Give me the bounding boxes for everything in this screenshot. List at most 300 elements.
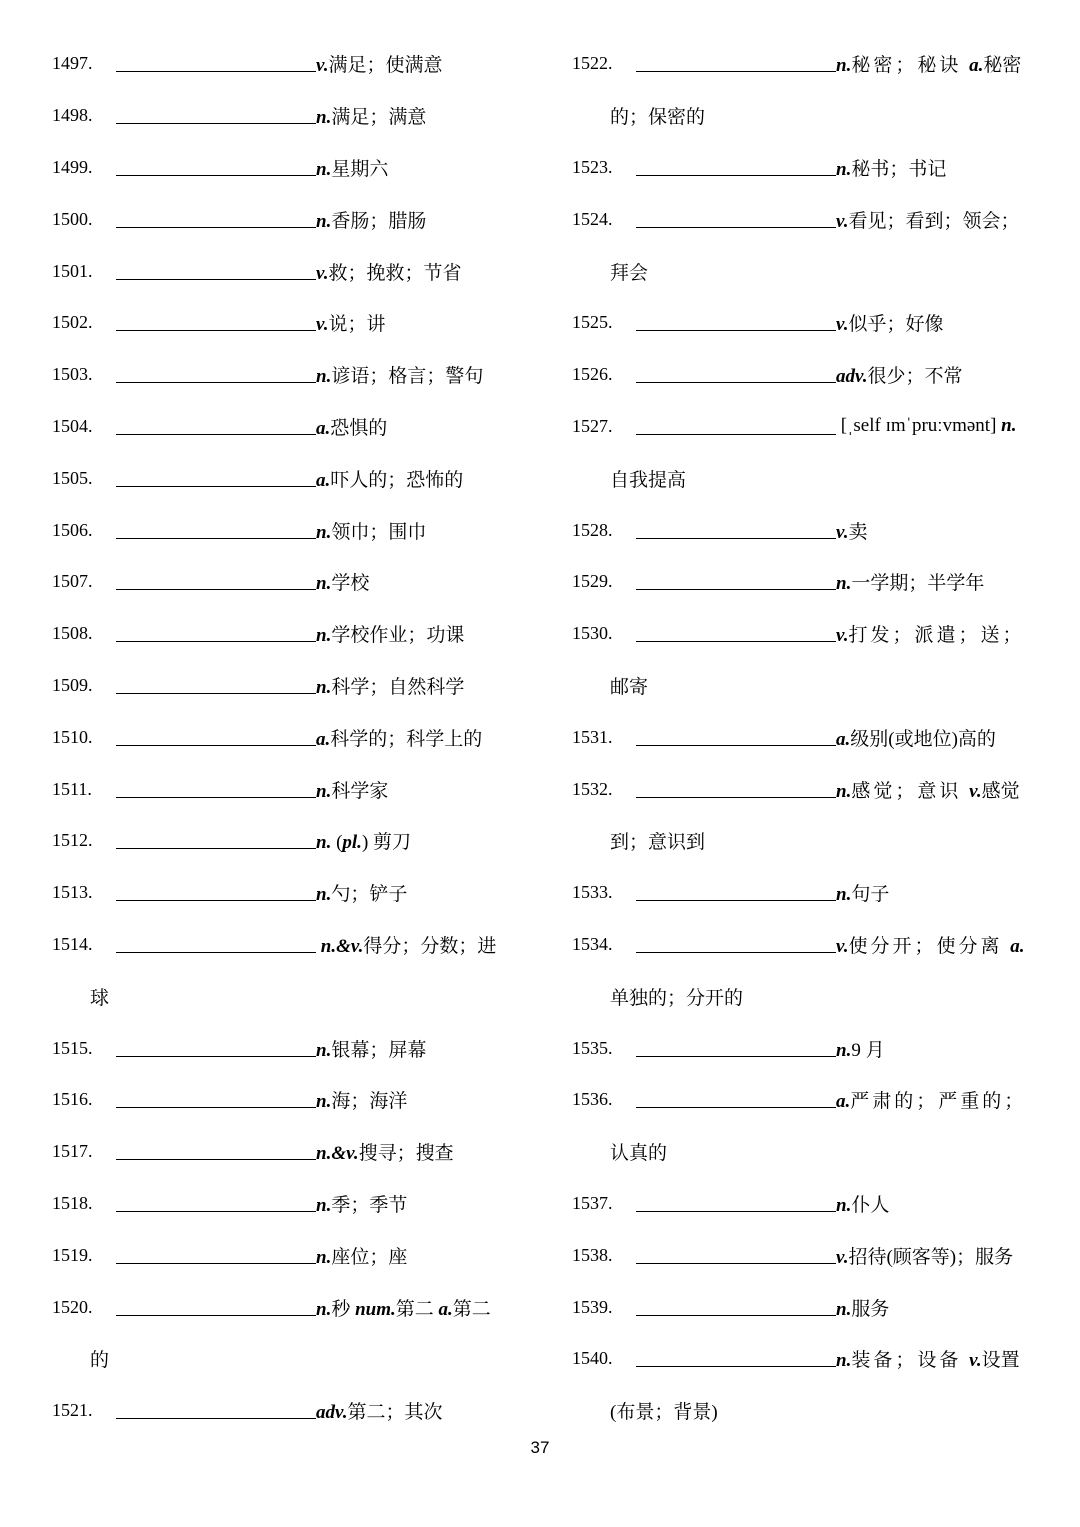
vocab-entry bbox=[52, 556, 532, 608]
part-of-speech: n.&v. bbox=[316, 935, 364, 957]
part-of-speech: a. bbox=[316, 469, 331, 491]
answer-blank[interactable] bbox=[116, 123, 316, 124]
part-of-speech: n. bbox=[316, 1194, 332, 1216]
entry-continuation bbox=[572, 1126, 1042, 1178]
answer-blank[interactable] bbox=[116, 1056, 316, 1057]
entry-definition bbox=[316, 620, 464, 647]
entry-definition bbox=[316, 1294, 491, 1321]
definition-text: 严肃的；严重的； bbox=[850, 1091, 1027, 1113]
entry-definition bbox=[836, 309, 944, 336]
answer-blank[interactable] bbox=[116, 693, 316, 694]
entry-definition bbox=[836, 1242, 1013, 1269]
definition-text: 满足；使满意 bbox=[328, 55, 443, 77]
entry-number: 1517. bbox=[52, 1141, 93, 1162]
entry-number: 1534. bbox=[572, 933, 613, 954]
vocab-entry bbox=[52, 142, 532, 194]
part-of-speech: pl. bbox=[342, 832, 362, 854]
answer-blank[interactable] bbox=[116, 1107, 316, 1108]
definition-text: 季；季节 bbox=[331, 1194, 408, 1216]
part-of-speech: a. bbox=[1010, 935, 1025, 957]
entry-number: 1510. bbox=[52, 726, 93, 747]
entry-definition bbox=[316, 154, 388, 181]
entry-definition bbox=[316, 827, 411, 854]
definition-text: 秘密；秘诀 bbox=[851, 55, 970, 77]
answer-blank[interactable] bbox=[116, 641, 316, 642]
entry-number: 1519. bbox=[52, 1244, 93, 1265]
definition-text: 谚语；格言；警句 bbox=[331, 366, 484, 388]
entry-number: 1539. bbox=[572, 1296, 613, 1317]
entry-definition bbox=[836, 415, 1016, 437]
entry-definition bbox=[836, 50, 1021, 77]
part-of-speech: n. bbox=[316, 1091, 332, 1113]
part-of-speech: v. bbox=[969, 780, 982, 802]
entry-number: 1523. bbox=[572, 156, 613, 177]
definition-text: ) 剪刀 bbox=[361, 832, 412, 854]
entry-definition bbox=[836, 517, 868, 544]
part-of-speech: n. bbox=[316, 573, 332, 595]
part-of-speech: v. bbox=[836, 210, 849, 232]
entry-number: 1501. bbox=[52, 260, 93, 281]
definition-text: 似乎；好像 bbox=[848, 314, 944, 336]
entry-definition bbox=[316, 1190, 407, 1217]
right-column bbox=[572, 38, 1042, 1437]
vocab-entry bbox=[52, 193, 532, 245]
left-column bbox=[52, 38, 532, 1437]
definition-text: 级别(或地位)高的 bbox=[850, 728, 996, 750]
entry-continuation-text: 球 bbox=[90, 987, 110, 1009]
answer-blank[interactable] bbox=[636, 175, 836, 176]
vocab-entry bbox=[52, 608, 532, 660]
answer-blank[interactable] bbox=[116, 71, 316, 72]
vocab-entry bbox=[572, 919, 1042, 971]
entry-definition bbox=[836, 1086, 1026, 1113]
definition-text: 感觉；意识 bbox=[851, 780, 970, 802]
definition-text: ( bbox=[331, 832, 343, 854]
answer-blank[interactable] bbox=[636, 330, 836, 331]
answer-blank[interactable] bbox=[636, 382, 836, 383]
part-of-speech: n. bbox=[316, 1039, 332, 1061]
answer-blank[interactable] bbox=[116, 1315, 316, 1316]
entry-definition bbox=[316, 309, 386, 336]
vocab-entry bbox=[572, 1333, 1042, 1385]
answer-blank[interactable] bbox=[636, 1366, 836, 1367]
part-of-speech: num. bbox=[355, 1298, 396, 1320]
part-of-speech: v. bbox=[836, 1246, 849, 1268]
definition-text: 学校作业；功课 bbox=[331, 625, 465, 647]
part-of-speech: v. bbox=[836, 521, 849, 543]
definition-text: 仆人 bbox=[851, 1194, 890, 1216]
entry-number: 1531. bbox=[572, 726, 613, 747]
definition-text: 满足；满意 bbox=[331, 107, 427, 129]
entry-definition bbox=[316, 50, 443, 77]
definition-text: 恐惧的 bbox=[330, 417, 388, 439]
entry-number: 1516. bbox=[52, 1089, 93, 1110]
definition-text: 秒 bbox=[331, 1298, 356, 1320]
part-of-speech: n. bbox=[316, 1298, 332, 1320]
vocab-entry bbox=[52, 504, 532, 556]
definition-text: 领巾；围巾 bbox=[331, 521, 427, 543]
answer-blank[interactable] bbox=[116, 1418, 316, 1419]
definition-text: 卖 bbox=[848, 521, 868, 543]
part-of-speech: v. bbox=[969, 1350, 982, 1372]
entry-number: 1514. bbox=[52, 933, 93, 954]
answer-blank[interactable] bbox=[636, 1056, 836, 1057]
part-of-speech: a. bbox=[969, 55, 984, 77]
answer-blank[interactable] bbox=[116, 486, 316, 487]
vocab-entry bbox=[52, 245, 532, 297]
definition-text: 打发；派遣；送； bbox=[848, 625, 1025, 647]
entry-definition bbox=[316, 1086, 407, 1113]
definition-text: 看见；看到；领会； bbox=[848, 210, 1020, 232]
part-of-speech: n. bbox=[316, 366, 332, 388]
definition-text: 感觉 bbox=[981, 780, 1020, 802]
part-of-speech: v. bbox=[836, 314, 849, 336]
vocab-entry bbox=[572, 349, 1042, 401]
entry-number: 1506. bbox=[52, 519, 93, 540]
entry-definition bbox=[836, 1190, 889, 1217]
definition-text: 科学家 bbox=[331, 780, 389, 802]
answer-blank[interactable] bbox=[116, 1159, 316, 1160]
vocab-entry bbox=[572, 38, 1042, 90]
entry-continuation-text: 的；保密的 bbox=[610, 107, 706, 129]
entry-number: 1497. bbox=[52, 53, 93, 74]
entry-number: 1512. bbox=[52, 830, 93, 851]
definition-text: 香肠；腊肠 bbox=[331, 210, 427, 232]
definition-text: 银幕；屏幕 bbox=[331, 1039, 427, 1061]
definition-text: 救；挽救；节省 bbox=[328, 262, 462, 284]
entry-continuation bbox=[572, 245, 1042, 297]
answer-blank[interactable] bbox=[116, 1263, 316, 1264]
vocab-entry bbox=[572, 1281, 1042, 1333]
entry-continuation bbox=[52, 1333, 532, 1385]
vocab-entry bbox=[572, 193, 1042, 245]
entry-number: 1500. bbox=[52, 208, 93, 229]
definition-text: 招待(顾客等)；服务 bbox=[848, 1246, 1014, 1268]
definition-text: 第二 bbox=[395, 1298, 439, 1320]
vocab-entry bbox=[572, 867, 1042, 919]
entry-continuation-text: 单独的；分开的 bbox=[610, 987, 744, 1009]
entry-definition bbox=[836, 724, 996, 751]
definition-text: 句子 bbox=[851, 884, 890, 906]
answer-blank[interactable] bbox=[116, 538, 316, 539]
answer-blank[interactable] bbox=[116, 952, 316, 953]
part-of-speech: n. bbox=[316, 676, 332, 698]
vocab-entry bbox=[52, 90, 532, 142]
answer-blank[interactable] bbox=[636, 434, 836, 435]
part-of-speech: n. bbox=[316, 521, 332, 543]
entry-definition bbox=[316, 258, 462, 285]
entry-definition bbox=[316, 724, 482, 751]
entry-continuation bbox=[572, 1385, 1042, 1437]
part-of-speech: n. bbox=[316, 832, 332, 854]
vocab-entry bbox=[52, 660, 532, 712]
answer-blank[interactable] bbox=[636, 952, 836, 953]
vocab-entry bbox=[572, 1178, 1042, 1230]
entry-definition bbox=[836, 1294, 889, 1321]
entry-number: 1509. bbox=[52, 674, 93, 695]
definition-text: 座位；座 bbox=[331, 1246, 408, 1268]
part-of-speech: n. bbox=[836, 780, 852, 802]
entry-definition bbox=[316, 413, 387, 440]
definition-text: 秘书；书记 bbox=[851, 158, 947, 180]
answer-blank[interactable] bbox=[116, 434, 316, 435]
entry-number: 1502. bbox=[52, 312, 93, 333]
part-of-speech: n. bbox=[316, 158, 332, 180]
entry-definition bbox=[316, 517, 426, 544]
vocab-entry bbox=[52, 1281, 532, 1333]
vocab-entry bbox=[52, 815, 532, 867]
vocab-entry bbox=[572, 401, 1042, 453]
entry-number: 1521. bbox=[52, 1400, 93, 1421]
answer-blank[interactable] bbox=[116, 227, 316, 228]
part-of-speech: n. bbox=[316, 1246, 332, 1268]
entry-continuation bbox=[572, 660, 1042, 712]
vocab-entry bbox=[52, 763, 532, 815]
entry-continuation-text: 自我提高 bbox=[610, 469, 687, 491]
vocab-entry bbox=[52, 401, 532, 453]
entry-definition bbox=[316, 672, 464, 699]
entry-number: 1522. bbox=[572, 53, 613, 74]
entry-number: 1498. bbox=[52, 105, 93, 126]
vocab-entry bbox=[52, 1229, 532, 1281]
definition-text: 一学期；半学年 bbox=[851, 573, 985, 595]
entry-definition bbox=[836, 154, 946, 181]
part-of-speech: n. bbox=[836, 1194, 852, 1216]
answer-blank[interactable] bbox=[116, 1211, 316, 1212]
part-of-speech: a. bbox=[316, 417, 331, 439]
entry-number: 1526. bbox=[572, 364, 613, 385]
entry-definition bbox=[836, 1345, 1020, 1372]
entry-definition bbox=[836, 931, 1025, 958]
entry-number: 1505. bbox=[52, 467, 93, 488]
entry-number: 1529. bbox=[572, 571, 613, 592]
definition-text: 科学的；科学上的 bbox=[330, 728, 483, 750]
entry-definition bbox=[836, 620, 1025, 647]
vocab-entry bbox=[52, 1126, 532, 1178]
entry-continuation-text: 到；意识到 bbox=[610, 832, 706, 854]
vocab-entry bbox=[572, 297, 1042, 349]
entry-continuation bbox=[572, 90, 1042, 142]
entry-definition bbox=[316, 931, 496, 958]
definition-text: 搜寻；搜查 bbox=[358, 1143, 454, 1165]
part-of-speech: n. bbox=[836, 573, 852, 595]
answer-blank[interactable] bbox=[116, 797, 316, 798]
part-of-speech: n. bbox=[836, 55, 852, 77]
entry-continuation bbox=[572, 452, 1042, 504]
answer-blank[interactable] bbox=[116, 745, 316, 746]
entry-number: 1536. bbox=[572, 1089, 613, 1110]
entry-number: 1527. bbox=[572, 415, 613, 436]
definition-text: 第二 bbox=[452, 1298, 491, 1320]
part-of-speech: v. bbox=[316, 262, 329, 284]
part-of-speech: adv. bbox=[316, 1402, 348, 1424]
vocab-entry bbox=[572, 1022, 1042, 1074]
vocab-entry bbox=[52, 1074, 532, 1126]
answer-blank[interactable] bbox=[636, 1107, 836, 1108]
entry-definition bbox=[316, 1138, 454, 1165]
entry-continuation-text: 的 bbox=[90, 1350, 110, 1372]
answer-blank[interactable] bbox=[116, 900, 316, 901]
vocab-entry bbox=[52, 38, 532, 90]
entry-continuation-text: 邮寄 bbox=[610, 676, 649, 698]
entry-number: 1508. bbox=[52, 623, 93, 644]
definition-text: 装备；设备 bbox=[851, 1350, 970, 1372]
entry-continuation bbox=[572, 970, 1042, 1022]
vocab-entry bbox=[52, 452, 532, 504]
part-of-speech: n.&v. bbox=[316, 1143, 359, 1165]
entry-definition bbox=[316, 1242, 407, 1269]
entry-number: 1518. bbox=[52, 1192, 93, 1213]
answer-blank[interactable] bbox=[636, 1211, 836, 1212]
part-of-speech: v. bbox=[316, 55, 329, 77]
definition-text: 学校 bbox=[331, 573, 370, 595]
answer-blank[interactable] bbox=[636, 589, 836, 590]
entry-continuation-text: 拜会 bbox=[610, 262, 649, 284]
vocab-entry bbox=[52, 711, 532, 763]
entry-number: 1504. bbox=[52, 415, 93, 436]
vocab-entry bbox=[572, 1229, 1042, 1281]
entry-number: 1520. bbox=[52, 1296, 93, 1317]
part-of-speech: n. bbox=[316, 780, 332, 802]
entry-definition bbox=[316, 102, 426, 129]
definition-text: 星期六 bbox=[331, 158, 389, 180]
part-of-speech: a. bbox=[836, 1091, 851, 1113]
answer-blank[interactable] bbox=[636, 71, 836, 72]
answer-blank[interactable] bbox=[636, 641, 836, 642]
part-of-speech: n. bbox=[836, 1039, 852, 1061]
vocab-entry bbox=[52, 919, 532, 971]
answer-blank[interactable] bbox=[116, 279, 316, 280]
definition-text: 勺；铲子 bbox=[331, 884, 408, 906]
entry-number: 1513. bbox=[52, 882, 93, 903]
vocab-entry bbox=[572, 142, 1042, 194]
vocab-entry bbox=[572, 504, 1042, 556]
entry-number: 1499. bbox=[52, 156, 93, 177]
entry-definition bbox=[836, 1035, 885, 1062]
vocab-entry bbox=[52, 867, 532, 919]
definition-text: [ˌself ɪmˈpruːvmənt] bbox=[836, 415, 1002, 437]
vocab-entry bbox=[572, 608, 1042, 660]
part-of-speech: v. bbox=[316, 314, 329, 336]
entry-definition bbox=[836, 568, 984, 595]
answer-blank[interactable] bbox=[636, 797, 836, 798]
part-of-speech: a. bbox=[316, 728, 331, 750]
entry-definition bbox=[316, 568, 369, 595]
definition-text: 使分开；使分离 bbox=[848, 935, 1011, 957]
part-of-speech: n. bbox=[836, 884, 852, 906]
entry-number: 1530. bbox=[572, 623, 613, 644]
answer-blank[interactable] bbox=[116, 589, 316, 590]
vocab-entry bbox=[52, 297, 532, 349]
part-of-speech: n. bbox=[316, 210, 332, 232]
entry-number: 1532. bbox=[572, 778, 613, 799]
entry-continuation-text: 认真的 bbox=[610, 1143, 668, 1165]
vocab-entry bbox=[52, 1178, 532, 1230]
vocab-entry bbox=[572, 1074, 1042, 1126]
part-of-speech: a. bbox=[836, 728, 851, 750]
entry-definition bbox=[316, 1397, 443, 1424]
entry-number: 1538. bbox=[572, 1244, 613, 1265]
entry-number: 1535. bbox=[572, 1037, 613, 1058]
answer-blank[interactable] bbox=[116, 175, 316, 176]
definition-text: 服务 bbox=[851, 1298, 890, 1320]
vocab-entry bbox=[572, 556, 1042, 608]
page-number: 37 bbox=[530, 1438, 550, 1457]
answer-blank[interactable] bbox=[636, 900, 836, 901]
vocab-entry bbox=[572, 763, 1042, 815]
entry-number: 1511. bbox=[52, 778, 92, 799]
part-of-speech: adv. bbox=[836, 366, 868, 388]
answer-blank[interactable] bbox=[116, 382, 316, 383]
entry-definition bbox=[316, 879, 407, 906]
entry-definition bbox=[836, 206, 1020, 233]
entry-number: 1528. bbox=[572, 519, 613, 540]
entry-continuation bbox=[52, 970, 532, 1022]
entry-number: 1524. bbox=[572, 208, 613, 229]
entry-continuation-text: (布景；背景) bbox=[610, 1402, 718, 1424]
part-of-speech: n. bbox=[836, 1298, 852, 1320]
entry-number: 1525. bbox=[572, 312, 613, 333]
vocab-entry bbox=[572, 711, 1042, 763]
entry-definition bbox=[836, 361, 963, 388]
entry-number: 1540. bbox=[572, 1348, 613, 1369]
answer-blank[interactable] bbox=[116, 330, 316, 331]
vocab-entry bbox=[52, 349, 532, 401]
entry-number: 1537. bbox=[572, 1192, 613, 1213]
definition-text: 科学；自然科学 bbox=[331, 676, 465, 698]
answer-blank[interactable] bbox=[116, 848, 316, 849]
definition-text: 得分；分数；进 bbox=[363, 935, 497, 957]
definition-text: 很少；不常 bbox=[867, 366, 963, 388]
entry-number: 1503. bbox=[52, 364, 93, 385]
definition-text: 吓人的；恐怖的 bbox=[330, 469, 464, 491]
answer-blank[interactable] bbox=[636, 745, 836, 746]
entry-definition bbox=[316, 206, 426, 233]
answer-blank[interactable] bbox=[636, 1263, 836, 1264]
entry-definition bbox=[836, 776, 1020, 803]
definition-text: 设置 bbox=[981, 1350, 1020, 1372]
vocab-entry bbox=[52, 1385, 532, 1437]
definition-text: 9 月 bbox=[851, 1039, 885, 1061]
entry-continuation bbox=[572, 815, 1042, 867]
definition-text: 说；讲 bbox=[328, 314, 386, 336]
part-of-speech: n. bbox=[836, 1350, 852, 1372]
entry-definition bbox=[316, 1035, 426, 1062]
vocab-entry bbox=[52, 1022, 532, 1074]
part-of-speech: n. bbox=[316, 884, 332, 906]
part-of-speech: a. bbox=[438, 1298, 453, 1320]
entry-number: 1533. bbox=[572, 882, 613, 903]
definition-text: 第二；其次 bbox=[347, 1402, 443, 1424]
entry-definition bbox=[836, 879, 889, 906]
part-of-speech: n. bbox=[316, 107, 332, 129]
answer-blank[interactable] bbox=[636, 227, 836, 228]
entry-number: 1515. bbox=[52, 1037, 93, 1058]
answer-blank[interactable] bbox=[636, 538, 836, 539]
answer-blank[interactable] bbox=[636, 1315, 836, 1316]
entry-definition bbox=[316, 465, 463, 492]
part-of-speech: n. bbox=[1001, 415, 1017, 437]
part-of-speech: v. bbox=[836, 935, 849, 957]
entry-definition bbox=[316, 361, 483, 388]
part-of-speech: n. bbox=[316, 625, 332, 647]
definition-text: 海；海洋 bbox=[331, 1091, 408, 1113]
entry-definition bbox=[316, 776, 388, 803]
part-of-speech: n. bbox=[836, 158, 852, 180]
part-of-speech: v. bbox=[836, 625, 849, 647]
definition-text: 秘密 bbox=[983, 55, 1022, 77]
entry-number: 1507. bbox=[52, 571, 93, 592]
